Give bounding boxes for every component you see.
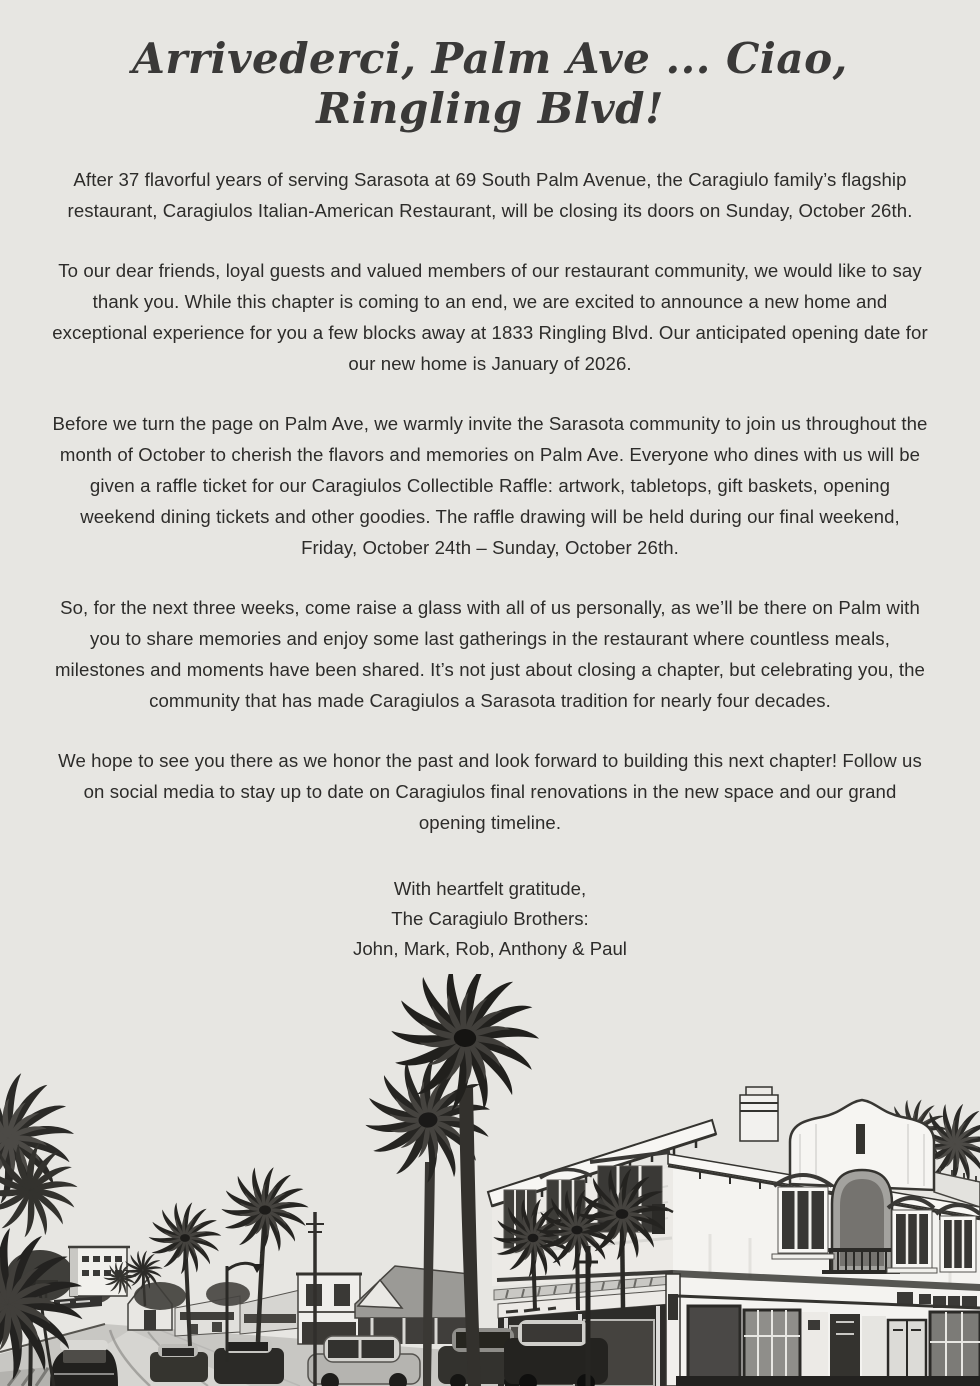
signature-block [0, 874, 980, 964]
paragraph-closing-announcement: After 37 flavorful years of serving Sarasota at 69 South Palm Avenue, the Caragiulo family’s flagship restaurant, Caragiulos Italian-American Restaurant, will be closing its doors on Sunday, October 26th. [67, 168, 913, 221]
street-scene-illustration [0, 974, 980, 1386]
mid-block-shops [296, 1266, 470, 1344]
signature-names: John, Mark, Rob, Anthony & Paul [353, 937, 627, 959]
paragraph-follow-us: We hope to see you there as we honor the past and look forward to building this next chapter! Follow us on social media to stay up to date on Caragiulos final renovations in the new space and our grand opening timeline. [58, 749, 922, 833]
signature-gratitude: With heartfelt gratitude, [393, 877, 587, 899]
signature-brothers: The Caragiulo Brothers: [391, 907, 589, 929]
page-title: Arrivederci, Palm Ave ... Ciao, Ringling Blvd! [132, 34, 848, 134]
paragraph-new-home: To our dear friends, loyal guests and valued members of our restaurant community, we would like to say thank you. While this chapter is coming to an end, we are excited to announce a new home and exceptional experience for you a few blocks away at 1833 Ringling Blvd. Our anticipated opening date for our new home is January of 2026. [52, 259, 928, 374]
paragraph-raffle-invite: Before we turn the page on Palm Ave, we warmly invite the Sarasota community to join us throughout the month of October to cherish the flavors and memories on Palm Ave. Everyone who dines with us will be given a raffle ticket for our Caragiulos Collectible Raffle: artwork, tabletops, gift baskets, opening weekend dining tickets and other goodies. The raffle drawing will be held during our final weekend, Friday, October 24th – Sunday, October 26th. [52, 412, 928, 558]
driving-car [50, 1340, 118, 1386]
paragraph-celebration: So, for the next three weeks, come raise a glass with all of us personally, as we’ll be there on Palm with you to share memories and enjoy some last gatherings in the restaurant where countless meals, milestones and moments have been shared. It’s not just about closing a chapter, but celebrating you, the community that has made Caragiulos a Sarasota tradition for nearly four decades. [54, 596, 926, 711]
